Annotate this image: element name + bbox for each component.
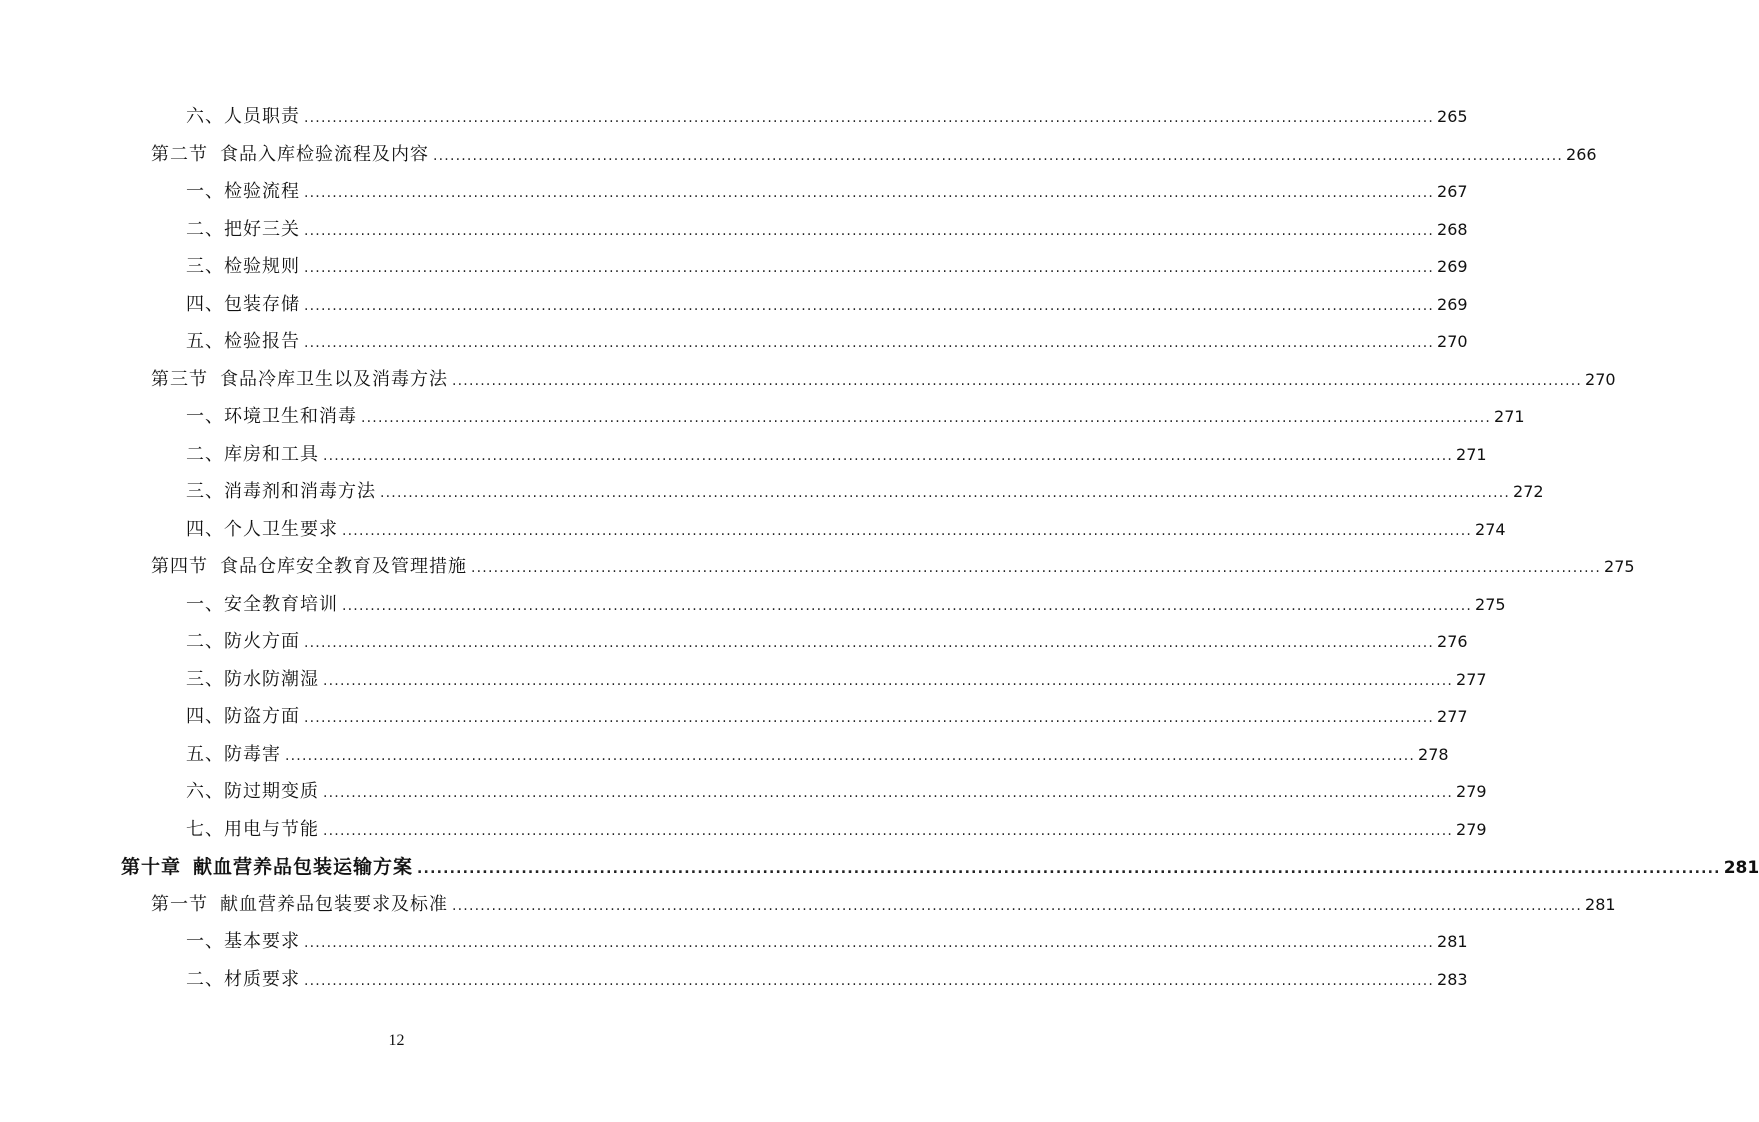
toc-entry-page: 279 xyxy=(1456,819,1487,839)
toc-entry-label xyxy=(151,365,448,395)
toc-entry[interactable] xyxy=(186,252,1468,282)
toc-entry-label xyxy=(151,552,467,582)
toc-entry-title: 防水防潮湿 xyxy=(224,668,319,690)
dot-leader: ........................................................................................................................................................................................................ xyxy=(323,822,1454,839)
toc-entry[interactable] xyxy=(186,215,1468,245)
toc-entry-prefix: 六、 xyxy=(186,106,224,127)
toc-entry-prefix: 四、 xyxy=(186,293,224,315)
toc-entry-prefix: 第十章 xyxy=(121,856,182,878)
toc-entry-label xyxy=(186,815,319,845)
toc-entry[interactable] xyxy=(186,327,1468,357)
toc-entry[interactable] xyxy=(151,140,1597,170)
toc-entry-prefix: 三、 xyxy=(186,668,224,690)
toc-entry[interactable] xyxy=(186,740,1449,770)
toc-entry-label xyxy=(186,927,300,957)
toc-entry-prefix: 三、 xyxy=(186,481,224,502)
toc-entry-label xyxy=(186,702,300,732)
dot-leader: ........................................................................................................................................................................................................ xyxy=(380,485,1511,501)
toc-entry-title: 防过期变质 xyxy=(224,781,319,802)
toc-entry-label xyxy=(151,140,429,170)
dot-leader: ........................................................................................................................................................................................................ xyxy=(304,185,1435,201)
toc-entry[interactable] xyxy=(186,965,1468,995)
toc-entry-prefix: 七、 xyxy=(186,818,224,840)
dot-leader: ........................................................................................................................................................................................................ xyxy=(304,222,1435,239)
page-number: 12 xyxy=(388,1032,405,1049)
toc-entry-title: 材质要求 xyxy=(224,968,300,990)
toc-entry-label xyxy=(186,590,338,620)
dot-leader: ........................................................................................................................................................................................................ xyxy=(417,861,1721,877)
toc-entry-title: 人员职责 xyxy=(224,106,300,127)
toc-entry-label xyxy=(151,890,448,920)
toc-entry[interactable] xyxy=(186,590,1506,620)
toc-entry-prefix: 第四节 xyxy=(151,556,208,577)
toc-entry-prefix: 二、 xyxy=(186,443,224,465)
toc-entry-prefix: 一、 xyxy=(186,181,224,202)
toc-entry-label xyxy=(186,327,300,357)
toc-entry-prefix: 一、 xyxy=(186,931,224,952)
toc-entry-label xyxy=(186,102,300,132)
toc-entry-page: 269 xyxy=(1437,257,1468,276)
toc-entry-title: 检验报告 xyxy=(224,331,300,352)
toc-entry-title: 食品冷库卫生以及消毒方法 xyxy=(220,368,448,390)
toc-entry-prefix: 二、 xyxy=(186,218,224,240)
toc-entry-title: 检验流程 xyxy=(224,181,300,202)
toc-entry[interactable] xyxy=(186,102,1468,132)
toc-entry[interactable] xyxy=(186,440,1487,470)
toc-entry-prefix: 第一节 xyxy=(151,893,208,915)
toc-entry[interactable] xyxy=(186,665,1487,695)
dot-leader: ........................................................................................................................................................................................................ xyxy=(304,935,1435,951)
toc-entry[interactable] xyxy=(121,852,1759,882)
toc-entry-title: 检验规则 xyxy=(224,256,300,277)
toc-entry[interactable] xyxy=(186,515,1506,545)
toc-entry-page: 277 xyxy=(1456,669,1487,689)
toc-entry[interactable] xyxy=(151,890,1616,920)
toc-entry-label xyxy=(186,777,319,807)
toc-entry[interactable] xyxy=(186,290,1468,320)
toc-entry-label xyxy=(186,965,300,995)
toc-entry-page: 274 xyxy=(1475,519,1506,539)
toc-entry-page: 277 xyxy=(1437,707,1468,726)
toc-entry-label xyxy=(186,477,376,507)
dot-leader: ........................................................................................................................................................................................................ xyxy=(304,297,1435,314)
toc-entry-prefix: 五、 xyxy=(186,331,224,352)
toc-entry-page: 271 xyxy=(1456,444,1487,464)
toc-entry-page: 275 xyxy=(1475,594,1506,614)
dot-leader: ........................................................................................................................................................................................................ xyxy=(433,147,1564,164)
toc-entry[interactable] xyxy=(186,815,1487,845)
dot-leader: ........................................................................................................................................................................................................ xyxy=(304,260,1435,276)
toc-entry-title: 安全教育培训 xyxy=(224,593,338,615)
dot-leader: ........................................................................................................................................................................................................ xyxy=(304,635,1435,651)
dot-leader: ........................................................................................................................................................................................................ xyxy=(304,710,1435,726)
dot-leader: ........................................................................................................................................................................................................ xyxy=(323,672,1454,689)
toc-entry-page: 281 xyxy=(1723,858,1759,878)
toc-entry-page: 275 xyxy=(1604,557,1635,576)
toc-entry[interactable] xyxy=(186,177,1468,207)
dot-leader: ........................................................................................................................................................................................................ xyxy=(323,447,1454,464)
toc-entry[interactable] xyxy=(186,927,1468,957)
toc-entry-page: 270 xyxy=(1437,332,1468,351)
toc-entry-label xyxy=(186,402,357,432)
dot-leader: ........................................................................................................................................................................................................ xyxy=(304,335,1435,351)
toc-entry-title: 个人卫生要求 xyxy=(224,518,338,540)
toc-entry[interactable] xyxy=(151,552,1635,582)
dot-leader: ........................................................................................................................................................................................................ xyxy=(304,110,1435,126)
dot-leader: ........................................................................................................................................................................................................ xyxy=(452,897,1583,914)
dot-leader: ........................................................................................................................................................................................................ xyxy=(452,372,1583,389)
toc-entry-label xyxy=(186,515,338,545)
toc-entry-prefix: 五、 xyxy=(186,743,224,765)
toc-entry-label xyxy=(186,440,319,470)
toc-entry-page: 270 xyxy=(1585,369,1616,389)
toc-entry-prefix: 一、 xyxy=(186,593,224,615)
toc-entry[interactable] xyxy=(186,777,1487,807)
toc-entry-title: 防毒害 xyxy=(224,743,281,765)
toc-entry-prefix: 第三节 xyxy=(151,368,208,390)
toc-entry[interactable] xyxy=(186,477,1544,507)
toc-entry-label xyxy=(186,665,319,695)
toc-entry-label xyxy=(186,215,300,245)
toc-entry-prefix: 六、 xyxy=(186,781,224,802)
toc-entry-title: 献血营养品包装要求及标准 xyxy=(220,893,448,915)
toc-entry-title: 食品仓库安全教育及管理措施 xyxy=(220,556,467,577)
toc-entry-title: 包装存储 xyxy=(224,293,300,315)
toc-entry-prefix: 二、 xyxy=(186,968,224,990)
toc-entry-title: 环境卫生和消毒 xyxy=(224,406,357,427)
toc-entry-label xyxy=(186,177,300,207)
toc-entry[interactable] xyxy=(151,365,1616,395)
toc-entry-title: 库房和工具 xyxy=(224,443,319,465)
dot-leader: ........................................................................................................................................................................................................ xyxy=(471,560,1602,576)
toc-entry-page: 268 xyxy=(1437,219,1468,239)
dot-leader: ........................................................................................................................................................................................................ xyxy=(361,410,1492,426)
toc-entry-page: 281 xyxy=(1437,932,1468,951)
dot-leader: ........................................................................................................................................................................................................ xyxy=(304,972,1435,989)
toc-entry-page: 276 xyxy=(1437,632,1468,651)
toc-entry-title: 食品入库检验流程及内容 xyxy=(220,143,429,165)
toc-entry-label xyxy=(186,740,281,770)
toc-entry[interactable] xyxy=(186,402,1525,432)
toc-entry-prefix: 四、 xyxy=(186,706,224,727)
dot-leader: ........................................................................................................................................................................................................ xyxy=(285,747,1416,764)
toc-entry-page: 272 xyxy=(1513,482,1544,501)
toc-entry-title: 把好三关 xyxy=(224,218,300,240)
toc-entry-title: 防火方面 xyxy=(224,631,300,652)
toc-entry-title: 消毒剂和消毒方法 xyxy=(224,481,376,502)
toc-entry-title: 基本要求 xyxy=(224,931,300,952)
toc-entry-page: 271 xyxy=(1494,407,1525,426)
toc-entry[interactable] xyxy=(186,627,1468,657)
toc-entry-label xyxy=(186,627,300,657)
toc-entry-label xyxy=(186,252,300,282)
toc-entry-label xyxy=(186,290,300,320)
toc-entry-page: 267 xyxy=(1437,182,1468,201)
toc-entry-prefix: 第二节 xyxy=(151,143,208,165)
toc-entry-title: 用电与节能 xyxy=(224,818,319,840)
dot-leader: ........................................................................................................................................................................................................ xyxy=(342,597,1473,614)
toc-entry-prefix: 一、 xyxy=(186,406,224,427)
toc-entry-page: 283 xyxy=(1437,969,1468,989)
toc-entry-page: 279 xyxy=(1456,782,1487,801)
toc-entry[interactable] xyxy=(186,702,1468,732)
toc-entry-title: 献血营养品包装运输方案 xyxy=(193,856,414,878)
toc-entry-prefix: 三、 xyxy=(186,256,224,277)
toc-entry-page: 265 xyxy=(1437,107,1468,126)
toc-entry-page: 281 xyxy=(1585,894,1616,914)
dot-leader: ........................................................................................................................................................................................................ xyxy=(342,522,1473,539)
toc-entry-page: 266 xyxy=(1566,144,1597,164)
toc-entry-label xyxy=(121,852,413,882)
toc-entry-page: 269 xyxy=(1437,294,1468,314)
dot-leader: ........................................................................................................................................................................................................ xyxy=(323,785,1454,801)
toc-entry-prefix: 四、 xyxy=(186,518,224,540)
toc-entry-prefix: 二、 xyxy=(186,631,224,652)
toc-entry-page: 278 xyxy=(1418,744,1449,764)
toc-entry-title: 防盗方面 xyxy=(224,706,300,727)
